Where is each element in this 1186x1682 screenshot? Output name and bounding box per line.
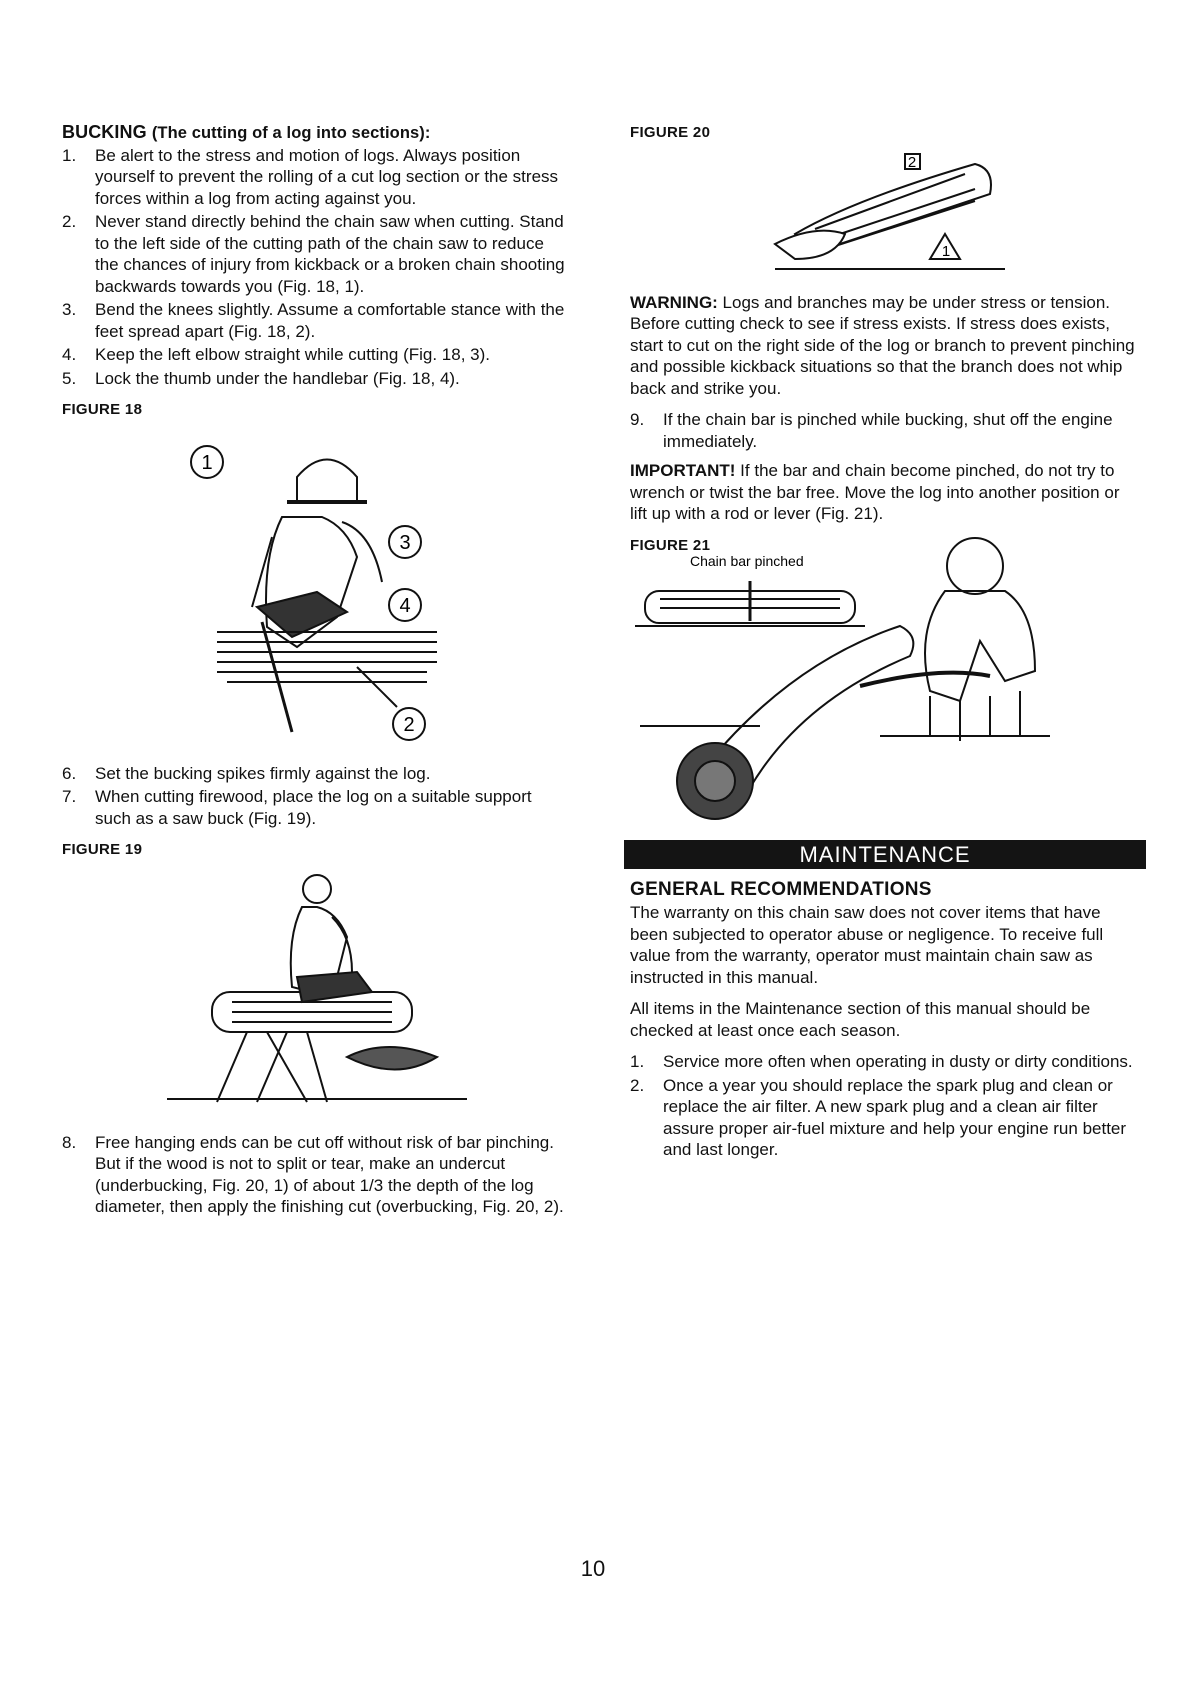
list-item: 2. Never stand directly behind the chain saw when cutting. Stand to the left side of the cutting path of the chain saw to reduce the chances of injury from kickback or a broken chain shooting backwards towards you (Fig. 18, 1). bbox=[62, 212, 565, 296]
figure-18-callout-text: 4 bbox=[399, 594, 411, 617]
figure-20-callout-text: 1 bbox=[941, 242, 951, 260]
bucking-step-8 bbox=[62, 1132, 572, 1218]
right-column bbox=[630, 122, 1140, 1163]
maintenance-para-1: The warranty on this chain saw does not cover items that have been subjected to operator abuse or negligence. To receive full value from the warranty, operator must maintain chain saw as instructed in this manual. bbox=[630, 903, 1104, 987]
list-item: 2. Once a year you should replace the spark plug and clean or replace the air filter. A new spark plug and a clean air filter assure proper air-fuel mixture and help your engine run better and last longer. bbox=[630, 1075, 1127, 1159]
bucking-heading: BUCKING (The cutting of a log into sections): bbox=[62, 122, 431, 142]
figure-18-callout-text: 3 bbox=[399, 531, 411, 554]
figure-21-label: FIGURE 21 bbox=[630, 536, 711, 554]
figure-18-callout-text: 1 bbox=[201, 451, 213, 474]
figure-20-callout-text: 2 bbox=[907, 153, 917, 171]
list-item: 7. When cutting firewood, place the log on a suitable support such as a saw buck (Fig. 19). bbox=[62, 787, 532, 828]
bucking-steps-1-5 bbox=[62, 145, 572, 390]
figure-21-illustration bbox=[630, 536, 1060, 826]
list-item: 8. Free hanging ends can be cut off without risk of bar pinching. But if the wood is not to split or tear, make an undercut (underbucking, Fig. 20, 1) of about 1/3 the depth of the log diameter, then apply the finishing cut (overbucking, Fig. 20, 2). bbox=[62, 1132, 564, 1216]
figure-20-illustration bbox=[755, 144, 1015, 284]
page-number: 10 bbox=[580, 1556, 606, 1581]
figure-18-illustration bbox=[187, 427, 447, 747]
list-item: 3. Bend the knees slightly. Assume a comfortable stance with the feet spread apart (Fig. 18, 2). bbox=[62, 300, 565, 341]
list-item: 1. Be alert to the stress and motion of logs. Always position yourself to prevent the rolling of a cut log section or the stress forces within a log from acting against you. bbox=[62, 145, 559, 208]
list-item: 5. Lock the thumb under the handlebar (Fig. 18, 4). bbox=[62, 368, 460, 388]
figure-19-label: FIGURE 19 bbox=[62, 841, 143, 858]
figure-19-illustration bbox=[157, 867, 477, 1112]
bucking-step-9 bbox=[630, 409, 1140, 452]
figure-21-caption: Chain bar pinched bbox=[690, 553, 804, 569]
important-paragraph: IMPORTANT! If the bar and chain become pinched, do not try to wrench or twist the bar free. Move the log into another position or lift up with a rod or lever (Fig. 21). bbox=[630, 461, 1120, 523]
maintenance-banner: MAINTENANCE bbox=[624, 840, 1146, 869]
figure-18-label: FIGURE 18 bbox=[62, 401, 143, 418]
list-item: 6. Set the bucking spikes firmly against the log. bbox=[62, 763, 431, 783]
left-column bbox=[62, 122, 572, 1220]
figure-18-callout-text: 2 bbox=[403, 713, 415, 736]
list-item: 4. Keep the left elbow straight while cutting (Fig. 18, 3). bbox=[62, 345, 490, 364]
figure-20-label: FIGURE 20 bbox=[630, 124, 711, 141]
maintenance-steps bbox=[630, 1051, 1140, 1161]
bucking-steps-6-7 bbox=[62, 763, 572, 830]
warning-paragraph: WARNING: Logs and branches may be under stress or tension. Before cutting check to see if stress exists. If stress does exists, start to cut on the right side of the log or branch to prevent pinching and possible kickback situations so that the branch does not whip back and strike you. bbox=[630, 292, 1135, 398]
list-item: 1. Service more often when operating in dusty or dirty conditions. bbox=[630, 1052, 1133, 1071]
list-item: 9. If the chain bar is pinched while bucking, shut off the engine immediately. bbox=[630, 410, 1113, 451]
maintenance-para-2: All items in the Maintenance section of this manual should be checked at least once each season. bbox=[630, 999, 1091, 1040]
general-recommendations-heading: GENERAL RECOMMENDATIONS bbox=[630, 878, 932, 900]
